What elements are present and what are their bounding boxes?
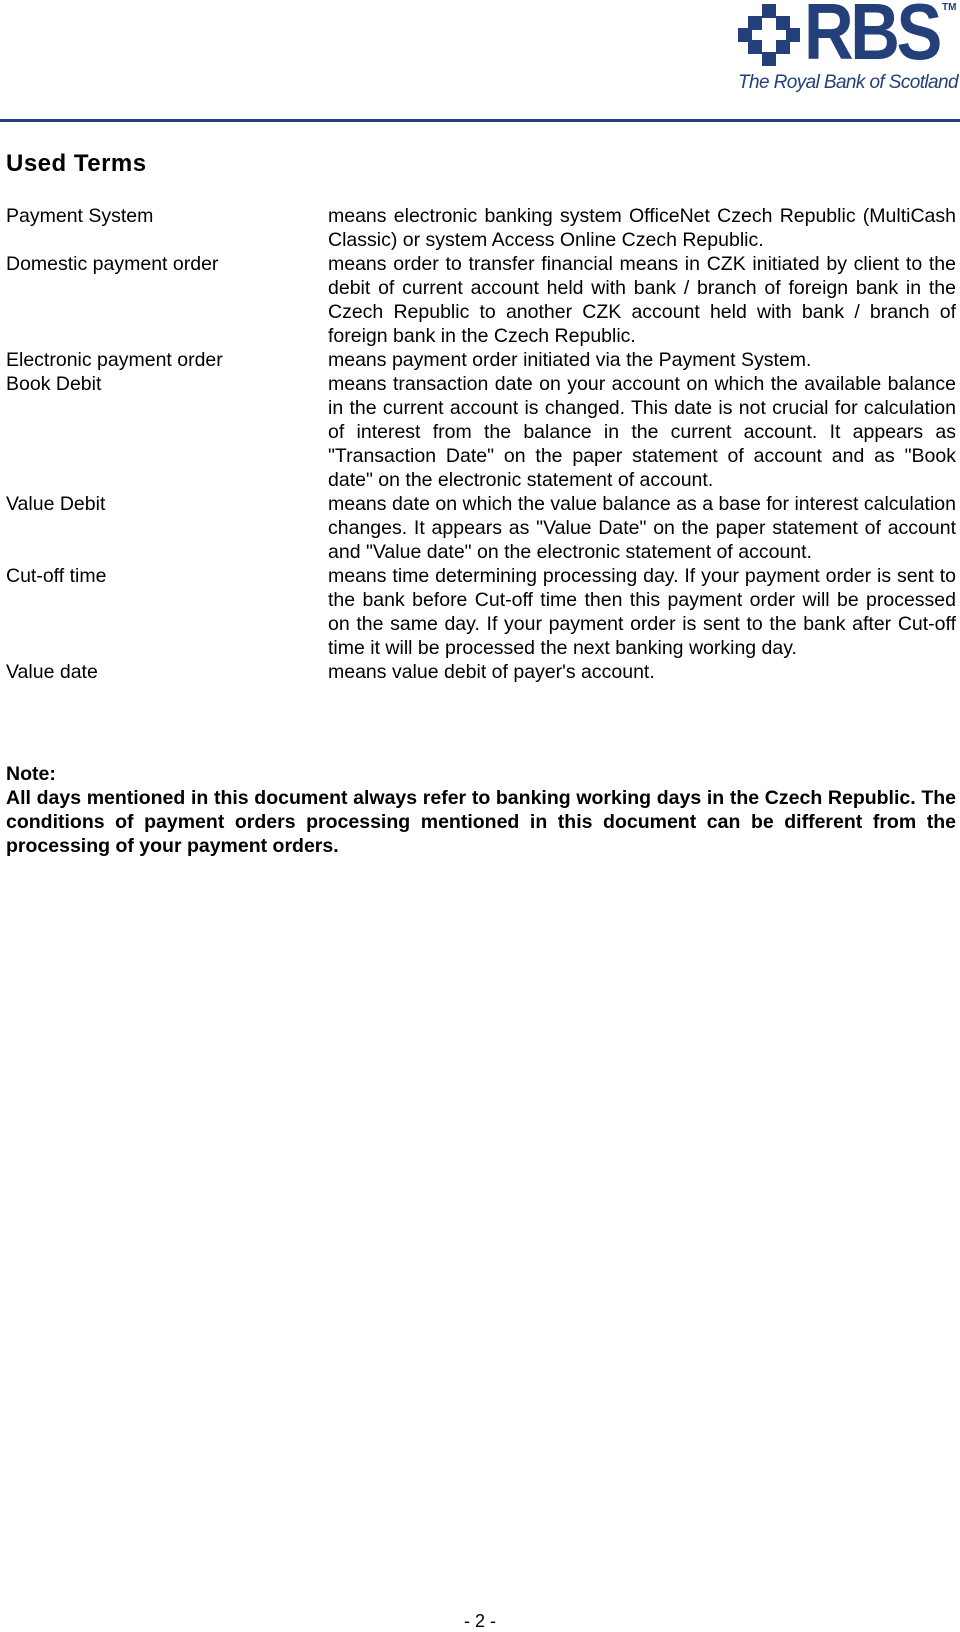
- term-definition: means order to transfer financial means in CZK initiated by client to the debit of current account held with bank / branch of foreign bank in the Czech Republic to another CZK account held with bank / branch of foreign bank in the Czech Republic.: [328, 253, 956, 347]
- term-name: Value Debit: [6, 493, 106, 515]
- term-name: Domestic payment order: [6, 253, 219, 275]
- rbs-logo: [734, 2, 960, 94]
- note-block: [6, 762, 956, 858]
- terms-list: [6, 204, 956, 684]
- term-row: [6, 372, 956, 492]
- page-number: - 2 -: [463, 1611, 496, 1631]
- rbs-daisy-icon: [738, 4, 800, 66]
- term-name: Book Debit: [6, 373, 102, 395]
- term-definition: means electronic banking system OfficeNet Czech Republic (MultiCash Classic) or system Access Online Czech Republic.: [328, 205, 956, 251]
- term-name: Electronic payment order: [6, 349, 223, 371]
- term-row: [6, 204, 956, 252]
- section-title: Used Terms: [6, 150, 147, 177]
- term-definition: means payment order initiated via the Payment System.: [328, 349, 812, 371]
- term-definition: means time determining processing day. If your payment order is sent to the bank before Cut-off time then this payment order will be processed on the same day. If your payment order is sent to the bank after Cut-off time it will be processed the next banking working day.: [328, 565, 956, 659]
- trademark-mark: TM: [942, 2, 957, 13]
- term-row: [6, 348, 956, 372]
- header-divider: [0, 119, 960, 122]
- logo-tagline: The Royal Bank of Scotland: [738, 72, 958, 93]
- term-row: [6, 660, 956, 684]
- term-row: [6, 492, 956, 564]
- note-label: Note:: [6, 763, 56, 785]
- term-definition: means transaction date on your account on which the available balance in the current account is changed. This date is not crucial for calculation of interest from the balance in the current account. It appears as "Transaction Date" on the paper statement of account and as "Book date" on the electronic statement of account.: [328, 373, 956, 491]
- term-row: [6, 564, 956, 660]
- page-header: [0, 0, 960, 124]
- term-name: Cut-off time: [6, 565, 107, 587]
- term-definition: means value debit of payer's account.: [328, 661, 655, 683]
- term-name: Value date: [6, 661, 98, 683]
- term-row: [6, 252, 956, 348]
- term-definition: means date on which the value balance as a base for interest calculation changes. It appears as "Value Date" on the paper statement of account and "Value date" on the electronic statement of account.: [328, 493, 956, 563]
- term-name: Payment System: [6, 205, 154, 227]
- note-text: All days mentioned in this document always refer to banking working days in the Czech Republic. The conditions of payment orders processing mentioned in this document can be different from the processing of your payment orders.: [6, 787, 956, 857]
- logo-wordmark: RBS: [804, 0, 939, 76]
